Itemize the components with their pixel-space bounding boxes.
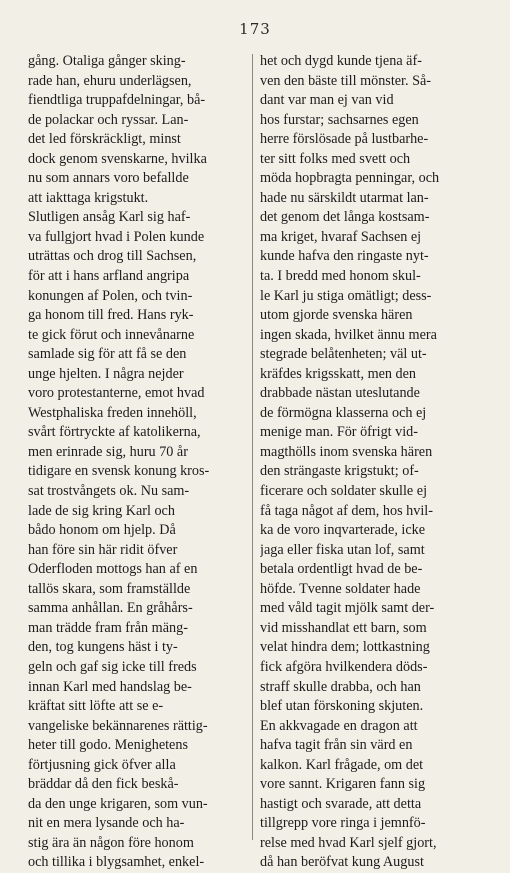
text-line: straff skulle drabba, och han xyxy=(260,678,421,695)
text-line: drabbade nästan uteslutande xyxy=(260,385,420,402)
text-line: få taga något af dem, hos hvil- xyxy=(260,502,433,519)
text-line: vore sannt. Krigaren fann sig xyxy=(260,776,426,793)
text-line: nit en mera lysande och ha- xyxy=(28,815,185,832)
text-line: Oderfloden mottogs han af en xyxy=(28,561,198,578)
text-line: jaga eller fiska utan lof, samt xyxy=(260,541,425,558)
text-line: gång. Otaliga gånger sking- xyxy=(28,53,186,69)
text-line: konungen af Polen, och tvin- xyxy=(28,287,193,304)
text-line: da den unge krigaren, som vun- xyxy=(28,795,208,812)
text-line: lade de sig kring Karl och xyxy=(28,502,175,519)
text-line: med våld tagit mjölk samt der- xyxy=(260,600,435,617)
column-divider xyxy=(252,54,253,840)
text-line: förtjusning gick öfver alla xyxy=(28,756,176,773)
text-line: Slutligen ansåg Karl sig haf- xyxy=(28,209,191,226)
text-line: tidigare en svensk konung kros- xyxy=(28,463,210,480)
text-line: blef utan förskoning skjuten. xyxy=(260,698,424,715)
text-line: hos furstar; sachsarnes egen xyxy=(260,111,419,128)
text-line: den, tog kungens häst i ty- xyxy=(28,639,178,656)
text-line: dock genom svenskarne, hvilka xyxy=(28,150,207,167)
text-line: innan Karl med handslag be- xyxy=(28,678,192,695)
text-line: men erinrade sig, huru 70 år xyxy=(28,443,188,460)
text-line: voro protestanterne, emot hvad xyxy=(28,385,205,402)
page-number: 173 xyxy=(239,20,271,38)
text-line: vid misshandlat ett barn, som xyxy=(260,619,427,636)
text-line: bräddar då den fick beskå- xyxy=(28,776,179,793)
text-line: ka de voro inqvarterade, icke xyxy=(260,522,426,539)
text-line: fiendtliga truppafdelningar, bå- xyxy=(28,92,206,109)
text-line: unge hjelten. I några nejder xyxy=(28,365,184,382)
text-line: utom gjorde svenska hären xyxy=(260,307,413,324)
text-line: stegrade belåtenheten; väl ut- xyxy=(260,346,427,363)
text-line: ma kriget, hvaraf Sachsen ej xyxy=(260,228,422,245)
text-line: höfde. Tvenne soldater hade xyxy=(260,580,421,597)
text-line: kunde hafva den ringaste nyt- xyxy=(260,248,429,265)
text-line: tillgrepp vore ringa i jemnfö- xyxy=(260,815,426,832)
text-line: då han beröfvat kung August xyxy=(260,854,424,871)
text-line: för att i hans arfland angripa xyxy=(28,268,190,285)
text-line: dant var man ej van vid xyxy=(260,92,394,109)
text-line: möda hopbragta penningar, och xyxy=(260,170,440,187)
text-line: vangeliske bekännarenes rättig- xyxy=(28,717,208,734)
text-line: tallös skara, som framställde xyxy=(28,580,191,597)
text-line: ta. I bredd med honom skul- xyxy=(260,268,421,285)
text-line: kalkon. Karl frågade, om det xyxy=(260,756,424,773)
text-line: stig ära än någon före honom xyxy=(28,834,194,851)
text-line: het och dygd kunde tjena äf- xyxy=(260,53,422,69)
text-line: sat trostvångets ok. Nu sam- xyxy=(28,483,190,500)
text-line: att iakttaga krigstukt. xyxy=(28,189,149,206)
text-line: ga honom till fred. Hans ryk- xyxy=(28,307,194,324)
text-line: menige man. För öfrigt vid- xyxy=(260,424,419,441)
text-line: kräfdes krigsskatt, men den xyxy=(260,365,417,382)
text-line: rade han, ehuru underlägsen, xyxy=(28,72,192,89)
text-line: kräftat sitt löfte att se e- xyxy=(28,698,164,715)
text-line: nu som annars voro befallde xyxy=(28,170,189,187)
text-line: fick afgöra hvilkendera döds- xyxy=(260,658,428,675)
text-line: samma anhållan. En gråhårs- xyxy=(28,600,193,617)
text-line: heter till godo. Menighetens xyxy=(28,737,188,754)
text-line: det genom det långa kostsam- xyxy=(260,209,430,226)
text-line: de förmögna klasserna och ej xyxy=(260,404,427,421)
text-line: ven den bäste till mönster. Så- xyxy=(260,72,432,89)
text-line: geln och gaf sig icke till freds xyxy=(28,658,197,675)
text-line: relse med hvad Karl sjelf gjort, xyxy=(260,834,437,851)
text-line: magthölls inom svenska hären xyxy=(260,443,433,460)
text-line: te gick förut och innevånarne xyxy=(28,326,195,343)
text-line: le Karl ju stiga omätligt; dess- xyxy=(260,287,432,304)
right-text-column xyxy=(260,52,484,873)
text-line: betala ordentligt hvad de be- xyxy=(260,561,423,578)
text-line: man trädde fram från mäng- xyxy=(28,619,188,636)
text-line: uträttas och drog till Sachsen, xyxy=(28,248,197,265)
text-line: va fullgjort hvad i Polen kunde xyxy=(28,228,205,245)
text-line: hade nu särskildt utarmat lan- xyxy=(260,189,429,206)
text-line: den strängaste krigstukt; of- xyxy=(260,463,419,480)
text-line: En akkvagade en dragon att xyxy=(260,717,418,734)
text-line: ter sitt folks med svett och xyxy=(260,150,411,167)
text-line: det led förskräckligt, minst xyxy=(28,131,181,148)
text-line: bådo honom om hjelp. Då xyxy=(28,522,176,539)
text-line: svårt förtryckte af katolikerna, xyxy=(28,424,201,441)
text-line: Westphaliska freden innehöll, xyxy=(28,404,197,421)
text-line: herre förslösade på lustbarhe- xyxy=(260,131,429,148)
text-line: ingen skada, hvilket ännu mera xyxy=(260,326,437,343)
text-line: samlade sig för att få se den xyxy=(28,346,187,363)
text-line: de polackar och ryssar. Lan- xyxy=(28,111,189,128)
text-line: hafva tagit från sin värd en xyxy=(260,737,413,754)
text-line: och tillika i blygsamhet, enkel- xyxy=(28,854,205,871)
left-text-column xyxy=(28,52,245,873)
text-line: hastigt och svarade, att detta xyxy=(260,795,422,812)
text-line: han före sin här ridit öfver xyxy=(28,541,178,558)
text-line: ficerare och soldater skulle ej xyxy=(260,483,428,500)
text-line: velat hindra dem; lottkastning xyxy=(260,639,430,656)
